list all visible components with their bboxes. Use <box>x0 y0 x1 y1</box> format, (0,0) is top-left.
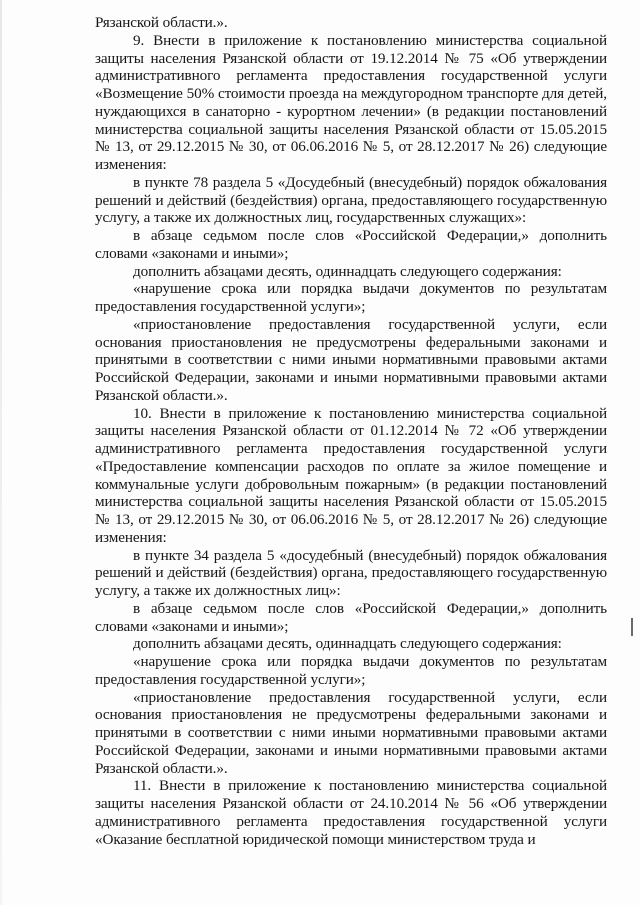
paragraph-item-9-add-eleven: «приостановление предоставления государственной услуги, если основания приостановления не предусмотрены федеральными законами и принятыми в соответствии с ними иными нормативными правовыми актами Российской Федерации, законами и иными нормативными правовыми актами Рязанской области.». <box>95 315 607 404</box>
paragraph-item-9-add-intro: дополнить абзацами десять, одиннадцать следующего содержания: <box>133 262 562 280</box>
paragraph-item-10-point-34: в пункте 34 раздела 5 «досудебный (внесудебный) порядок обжалования решений и действий (бездействия) органа, предоставляющего государственную услугу, а также их должностных лиц»: <box>95 546 607 599</box>
paragraph-item-11: 11. Внести в приложение к постановлению министерства социальной защиты населения Рязанской области от 24.10.2014 № 56 «Об утверждении административного регламента предоставления государственной услуги «Оказание бесплатной юридической помощи министерством труда и <box>95 777 607 848</box>
paragraph-item-10-add-intro: дополнить абзацами десять, одиннадцать следующего содержания: <box>133 635 562 653</box>
scan-artifact-mark <box>631 618 633 636</box>
paragraph-item-10: 10. Внести в приложение к постановлению министерства социальной защиты населения Рязанской области от 01.12.2014 № 72 «Об утверждении административного регламента предоставления государственной услуги «Предоставление компенсации расходов по оплате за жилое помещение и коммунальные услуги добровольным пожарным» (в редакции постановлений министерства социальной защиты населения Рязанской области от 15.05.2015 № 13, от 29.12.2015 № 30, от 06.06.2016 № 5, от 28.12.2017 № 26) следующие изменения: <box>95 404 607 546</box>
paragraph-item-10-add-eleven: «приостановление предоставления государственной услуги, если основания приостановления не предусмотрены федеральными законами и принятыми в соответствии с ними иными нормативными правовыми актами Российской Федерации, законами и иными нормативными правовыми актами Рязанской области.». <box>95 688 607 777</box>
paragraph-continuation: Рязанской области.». <box>95 14 228 31</box>
scan-edge <box>0 0 2 905</box>
paragraph-item-9-add-ten: «нарушение срока или порядка выдачи документов по результатам предоставления государственной услуги»; <box>95 280 607 315</box>
paragraph-item-10-add-ten: «нарушение срока или порядка выдачи документов по результатам предоставления государственной услуги»; <box>95 653 607 688</box>
paragraph-item-10-amend-seventh: в абзаце седьмом после слов «Российской Федерации,» дополнить словами «законами и иными»; <box>95 599 607 635</box>
paragraph-item-9-point-78: в пункте 78 раздела 5 «Досудебный (внесудебный) порядок обжалования решений и действий (бездействия) органа, предоставляющего государственную услугу, а также их должностных лиц, государственных служащих»: <box>95 173 607 227</box>
document-body <box>95 14 607 848</box>
paragraph-item-9-amend-seventh: в абзаце седьмом после слов «Российской Федерации,» дополнить словами «законами и иными»; <box>95 227 607 262</box>
paragraph-item-9: 9. Внести в приложение к постановлению министерства социальной защиты населения Рязанской области от 19.12.2014 № 75 «Об утверждении административного регламента предоставления государственной услуги «Возмещение 50% стоимости проезда на междугородном транспорте для детей, нуждающихся в санаторно - курортном лечении» (в редакции постановлений министерства социальной защиты населения Рязанской области от 15.05.2015 № 13, от 29.12.2015 № 30, от 06.06.2016 № 5, от 28.12.2017 № 26) следующие изменения: <box>95 31 607 173</box>
